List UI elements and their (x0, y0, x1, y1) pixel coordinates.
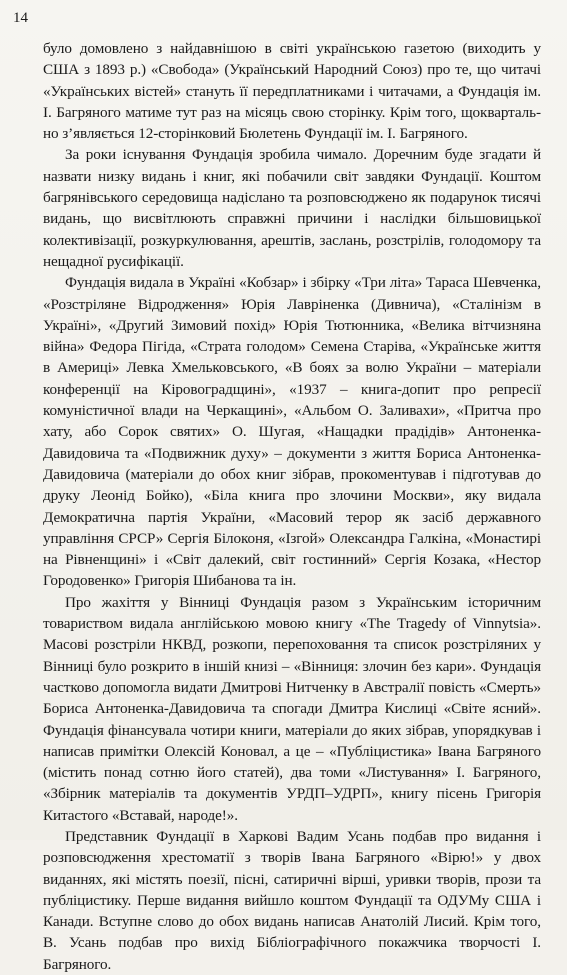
paragraph-continuation: було домовлено з найдавнішою в світі українською газетою (виходить у США з 1893 р.) «Свобода» (Український Народний Союз) про те, що читачі «Українських вістей» стануть її передплатниками і читачами, а Фундація ім. І. Багряного матиме тут раз на місяць свою сторінку. Крім того, щоквартально з’являється 12-сторінковий Бюлетень Фундації ім. І. Багряного. (43, 40, 541, 143)
paragraph-foundation-achievements: За роки існування Фундація зробила чимало. Доречним буде згадати й назвати низку видань і книг, які побачили світ завдяки Фундації. Коштом багрянівського середовища надіслано та розповсюджено як подарунок тисячі видань, що висвітлюють справжні причини і наслідки більшовицької колективізації, розкуркулювання, арештів, заслань, розстрілів, голодомору та нещадної русифікації. (43, 146, 541, 270)
paragraph-published-books: Фундація видала в Україні «Кобзар» і збірку «Три літа» Тараса Шевченка, «Розстріляне Відродження» Юрія Лавріненка (Дивнича), «Сталінізм в Україні», «Другий Зимовий похід» Юрія Тютюнника, «Велика вітчизняна війна» Федора Пігіда, «Страта голодом» Семена Старіва, «Українське життя в Америці» Левка Хмельковського, «В боях за волю України – матеріали конференції на Кіровоградщині», «1937 – книга-допит про репресії комуністичної влади на Черкащині», «Альбом О. Заливахи», «Притча про хату, або Сорок святих» О. Шугая, «Нащадки прадідів» Антоненка-Давидовича та «Подвижник духу» – документи з життя Бориса Антоненка-Давидовича (матеріали до обох книг зібрав, прокоментував і підготував до друку Леонід Бойко), «Біла книга про злочини Москви», яку видала Демократична партія України, «Масовий терор як засіб державного управління СРСР» Сергія Білоконя, «Ізгой» Олександра Галкіна, «Монастирі на Рівненщині» і «Світ далекий, світ гостинний» Сергія Козака, «Нестор Городовенко» Григорія Шибанова та ін. (43, 274, 541, 590)
page-text (43, 38, 541, 975)
paragraph-vinnytsia: Про жахіття у Вінниці Фундація разом з Українським історичним товариством видала англійською мовою книгу «The Tragedy of Vinnytsia». Масові розстріли НКВД, розкопи, перепоховання та список розстріляних у Вінниці було розкрито в іншій книзі – «Вінниця: злочин без кари». Фундація частково допомогла видати Дмитрові Нитченку в Австралії повість «Смерть» Бориса Антоненка-Давидовича та спогади Дмитра Кислиці «Світе ясний». Фундація фінансувала чотири книги, матеріали до яких зібрав, упорядкував і написав примітки Олексій Коновал, а це – «Публіцистика» Івана Багряного (містить понад сотню його статей), два томи «Листування» І. Багряного, «Збірник матеріалів та документів УРДП–УДРП», книгу пісень Григорія Китастого «Вставай, народе!». (43, 593, 541, 824)
paragraph-kharkiv-representative: Представник Фундації в Харкові Вадим Усань подбав про видання і розповсюдження хрестоматії з творів Івана Багряного «Вірю!» у двох виданнях, які містять поезії, пісні, сатиричні вірші, уривки творів, прози та публіцистику. Перше видання вийшло коштом Фундації та ОДУМу США і Канади. Вступне слово до обох видань написав Анатолій Лисий. Крім того, В. Усань подбав про вихід Бібліографічного покажчика творчості І. Багряного. (43, 827, 541, 973)
page-number: 14 (13, 10, 28, 26)
